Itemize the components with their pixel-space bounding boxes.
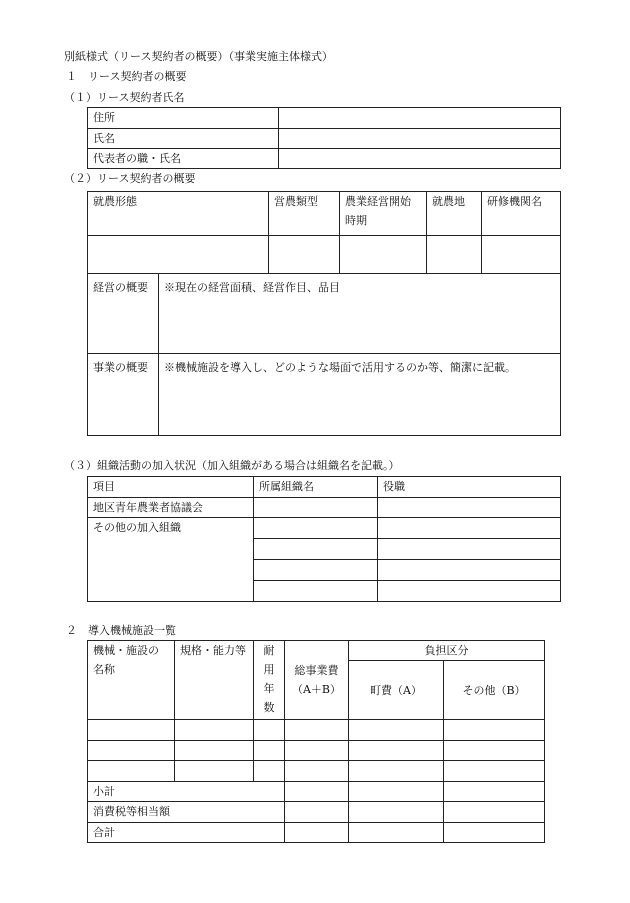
row-label: 地区青年農業者協議会 [88,498,254,518]
input-cell[interactable] [444,761,545,782]
input-cell[interactable] [378,498,561,518]
equipment-table [87,640,545,843]
row-label: 代表者の職・氏名 [88,149,279,169]
section1-sub3-title: （３）組織活動の加入状況（加入組織がある場合は組織名を記載。） [64,459,400,472]
document-header: 別紙様式（リース契約者の概要）（事業実施主体様式） [64,50,333,63]
input-cell[interactable] [269,236,340,274]
input-cell[interactable] [285,802,349,823]
input-cell[interactable] [254,741,285,761]
input-cell[interactable] [340,236,427,274]
input-cell[interactable] [349,782,444,802]
section1-sub1-title: （１）リース契約者氏名 [64,91,185,104]
input-cell[interactable] [378,560,561,581]
input-cell[interactable] [285,782,349,802]
row-label: 氏名 [88,129,279,149]
input-cell[interactable] [88,236,269,274]
input-cell[interactable] [175,741,254,761]
header-useful-life-char4: 数 [263,701,275,714]
input-cell[interactable] [444,802,545,823]
input-cell[interactable] [88,741,175,761]
section2-title: ２ 導入機械施設一覧 [66,624,176,637]
header-burden: 負担区分 [349,641,545,661]
input-cell[interactable] [349,720,444,741]
header-org-name: 所属組織名 [254,477,378,498]
management-note[interactable]: ※現在の経営面積、経営作目、品目 [159,274,561,354]
row-label: その他の加入組織 [88,518,254,602]
input-cell[interactable] [444,782,545,802]
header-town-cost: 町費（A） [349,661,444,720]
header-other-cost: その他（B） [444,661,545,720]
header-equipment-name-line1: 機械・施設の [93,644,159,657]
header-position: 役職 [378,477,561,498]
input-cell[interactable] [175,720,254,741]
header-useful-life [254,641,285,720]
subtotal-label: 小計 [88,782,285,802]
row-label: 住所 [88,108,279,129]
header-start-time [340,192,427,236]
input-cell[interactable] [285,741,349,761]
header-start-time-line2: 時期 [345,214,367,227]
input-cell[interactable] [378,581,561,602]
section1-title: １ リース契約者の概要 [66,70,187,83]
header-total-cost-line2: （A＋B） [291,683,342,696]
tax-label: 消費税等相当額 [88,802,285,823]
input-cell[interactable] [254,761,285,782]
header-spec: 規格・能力等 [175,641,254,720]
business-note[interactable]: ※機械施設を導入し、どのような場面で活用するのか等、簡潔に記載。 [159,354,561,436]
input-cell[interactable] [254,539,378,560]
input-cell[interactable] [482,236,561,274]
input-cell[interactable] [444,741,545,761]
section1-sub2-title: （２）リース契約者の概要 [64,172,196,185]
header-start-time-line1: 農業経営開始 [345,195,411,208]
header-training-institution: 研修機関名 [482,192,561,236]
input-cell[interactable] [349,741,444,761]
header-equipment-name [88,641,175,720]
contractor-name-table [87,107,561,169]
input-cell[interactable] [279,108,561,129]
input-cell[interactable] [349,761,444,782]
input-cell[interactable] [427,236,482,274]
input-cell[interactable] [285,823,349,843]
input-cell[interactable] [378,518,561,539]
organization-table [87,476,561,602]
header-useful-life-char3: 年 [263,682,275,695]
input-cell[interactable] [254,518,378,539]
header-total-cost [285,641,349,720]
input-cell[interactable] [279,129,561,149]
header-item: 項目 [88,477,254,498]
input-cell[interactable] [444,823,545,843]
input-cell[interactable] [254,720,285,741]
header-farming-location: 就農地 [427,192,482,236]
business-label: 事業の概要 [88,354,159,436]
input-cell[interactable] [349,802,444,823]
input-cell[interactable] [175,761,254,782]
input-cell[interactable] [349,823,444,843]
input-cell[interactable] [254,498,378,518]
input-cell[interactable] [378,539,561,560]
input-cell[interactable] [285,720,349,741]
input-cell[interactable] [279,149,561,169]
input-cell[interactable] [285,761,349,782]
input-cell[interactable] [88,761,175,782]
header-farming-form: 就農形態 [88,192,269,236]
input-cell[interactable] [254,581,378,602]
input-cell[interactable] [254,560,378,581]
header-total-cost-line1: 総事業費 [294,664,339,677]
header-useful-life-char1: 耐 [263,644,275,657]
management-label: 経営の概要 [88,274,159,354]
total-label: 合計 [88,823,285,843]
input-cell[interactable] [88,720,175,741]
header-equipment-name-line2: 名称 [93,663,115,676]
input-cell[interactable] [444,720,545,741]
header-farming-type: 営農類型 [269,192,340,236]
header-useful-life-char2: 用 [263,663,275,676]
contractor-overview-table [87,191,561,436]
